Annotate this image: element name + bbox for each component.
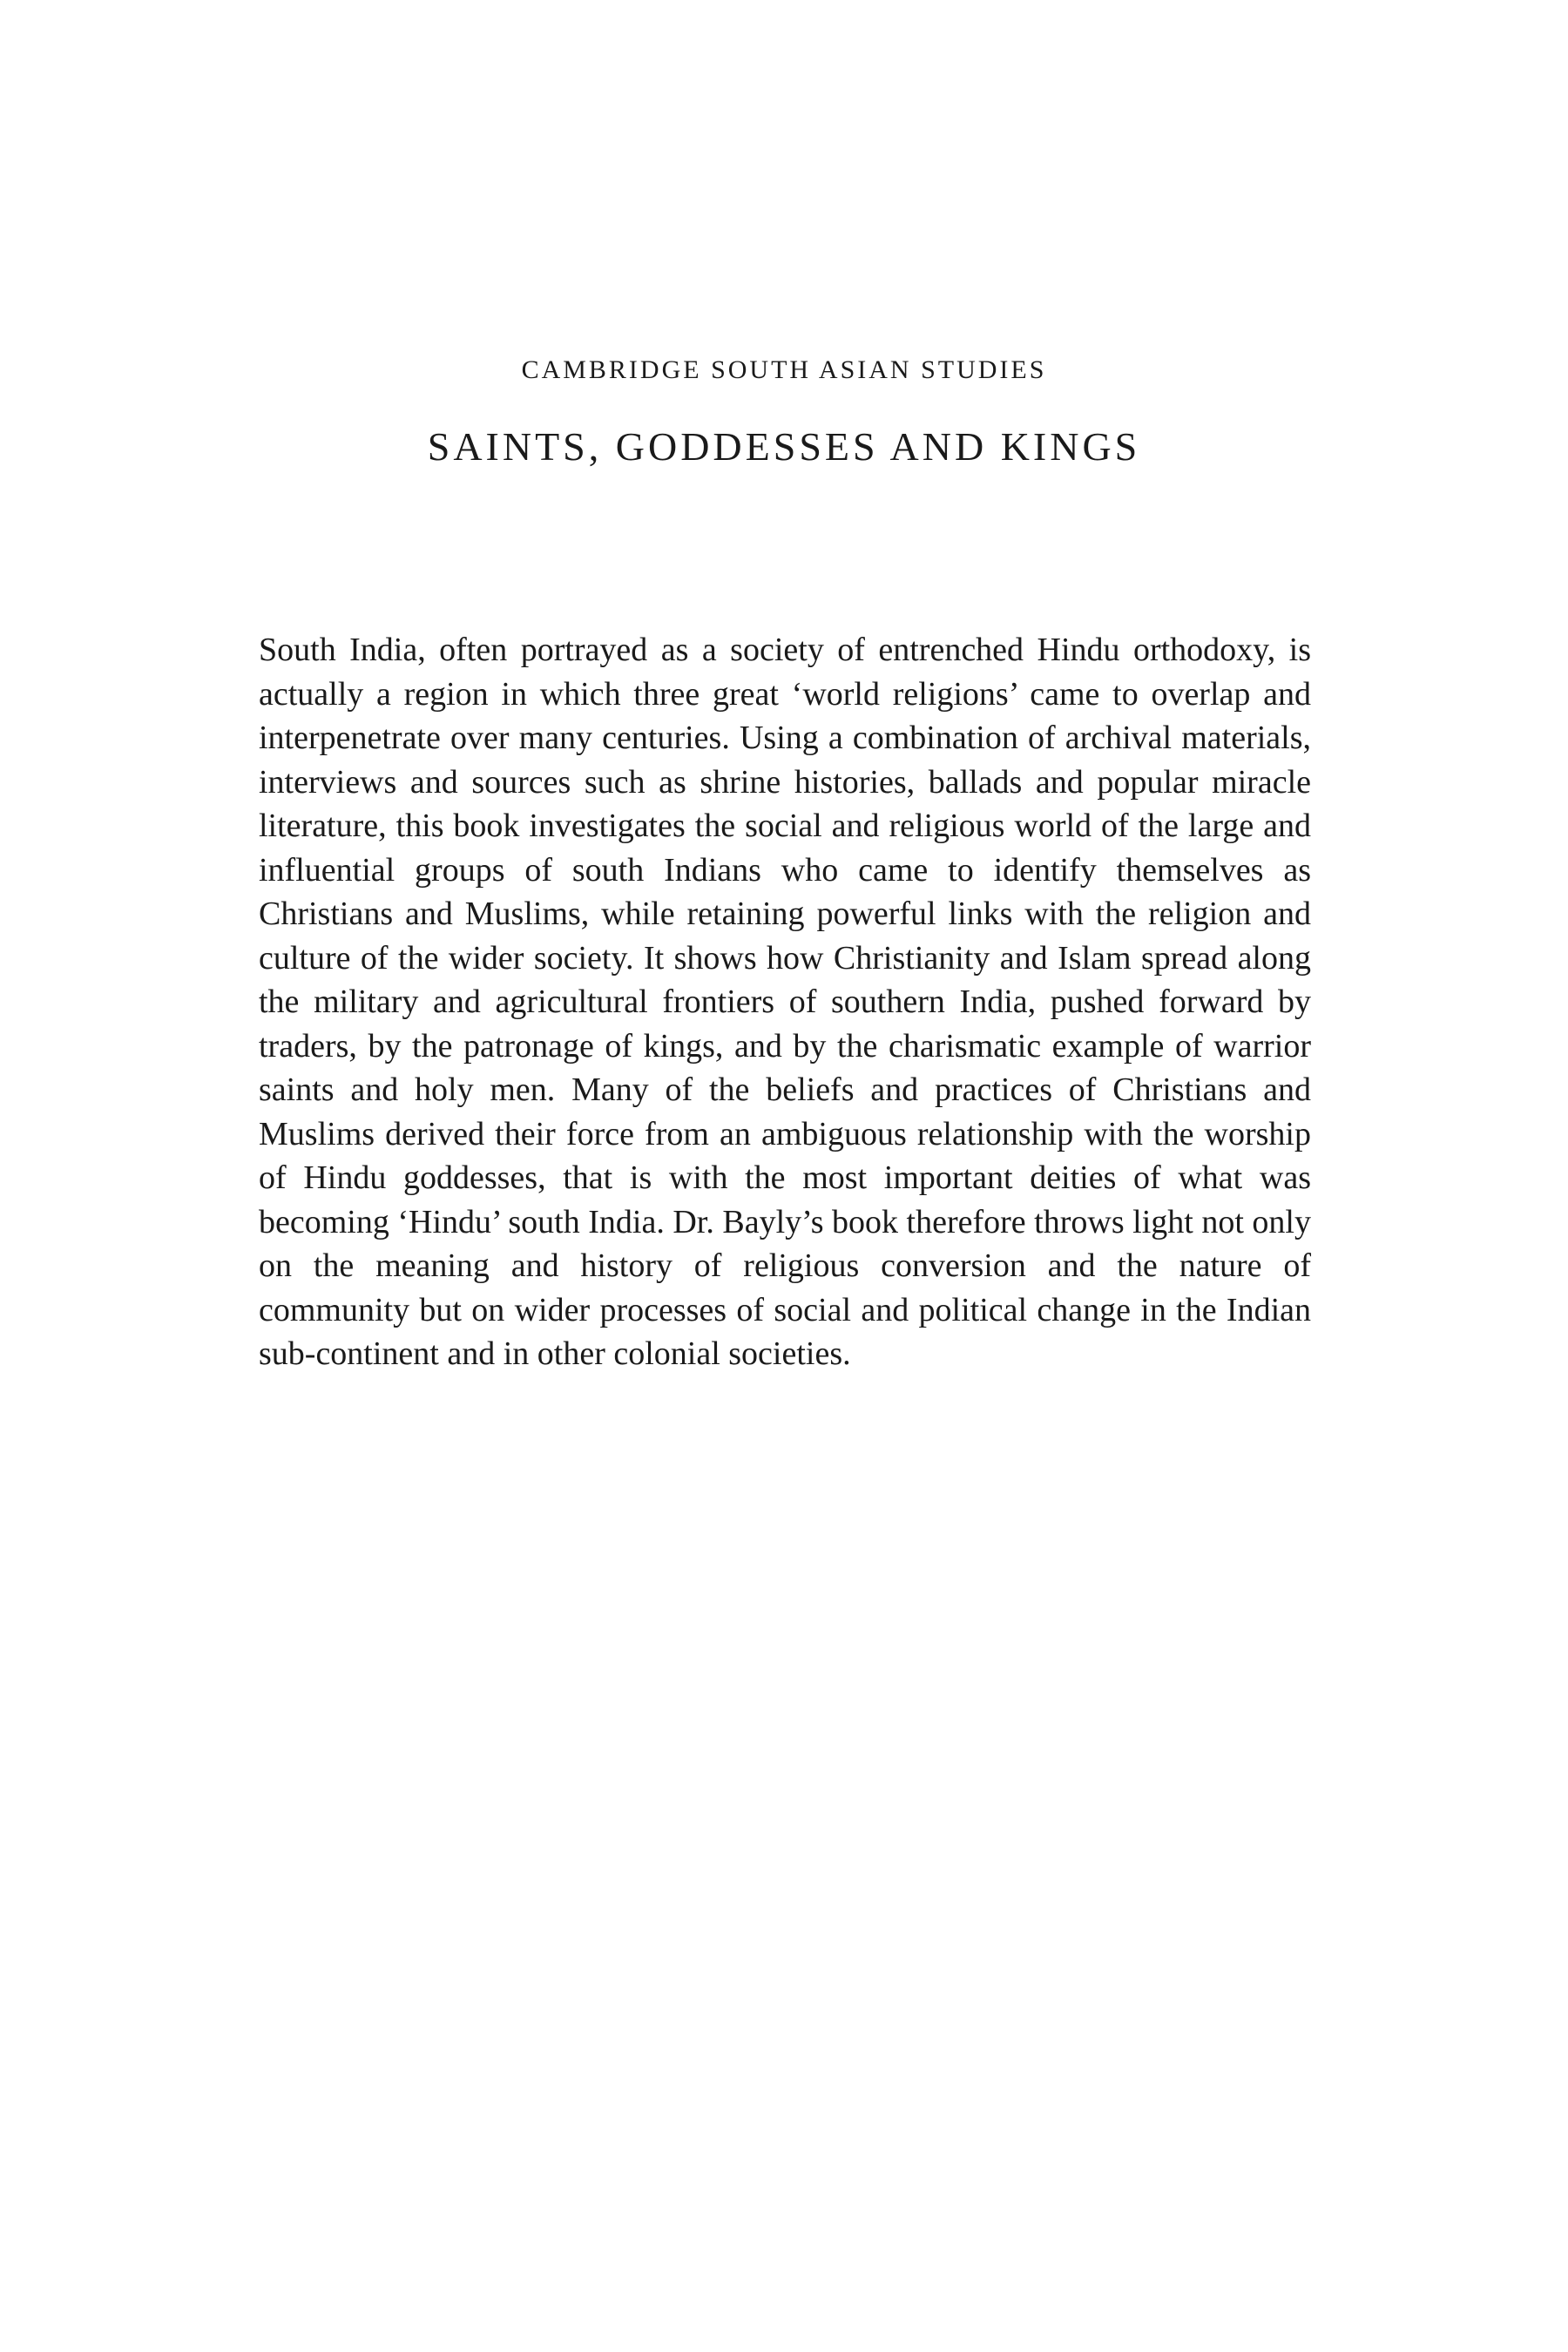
- book-title: SAINTS, GODDESSES AND KINGS: [427, 424, 1141, 469]
- series-name: CAMBRIDGE SOUTH ASIAN STUDIES: [521, 355, 1047, 384]
- book-description: South India, often portrayed as a society of entrenched Hindu orthodoxy, is actually a region in which three great ‘world religions’ came to overlap and interpenetrate over many centuries. Using a combination of archival materials, interviews and sources such as shrine histories, ballads and popular miracle literature, this book investigates the social and religious world of the large and influential groups of south Indians who came to identify themselves as Christians and Muslims, while retaining powerful links with the religion and culture of the wider society. It shows how Christianity and Islam spread along the military and agricultural frontiers of southern India, pushed forward by traders, by the patronage of kings, and by the charismatic example of warrior saints and holy men. Many of the beliefs and practices of Christians and Muslims derived their force from an ambiguous relationship with the worship of Hindu goddesses, that is with the most important deities of what was becoming ‘Hindu’ south India. Dr. Bayly’s book therefore throws light not only on the meaning and history of religious conversion and the nature of community but on wider processes of social and political change in the Indian sub-continent and in other colonial societies.: [259, 632, 1311, 1372]
